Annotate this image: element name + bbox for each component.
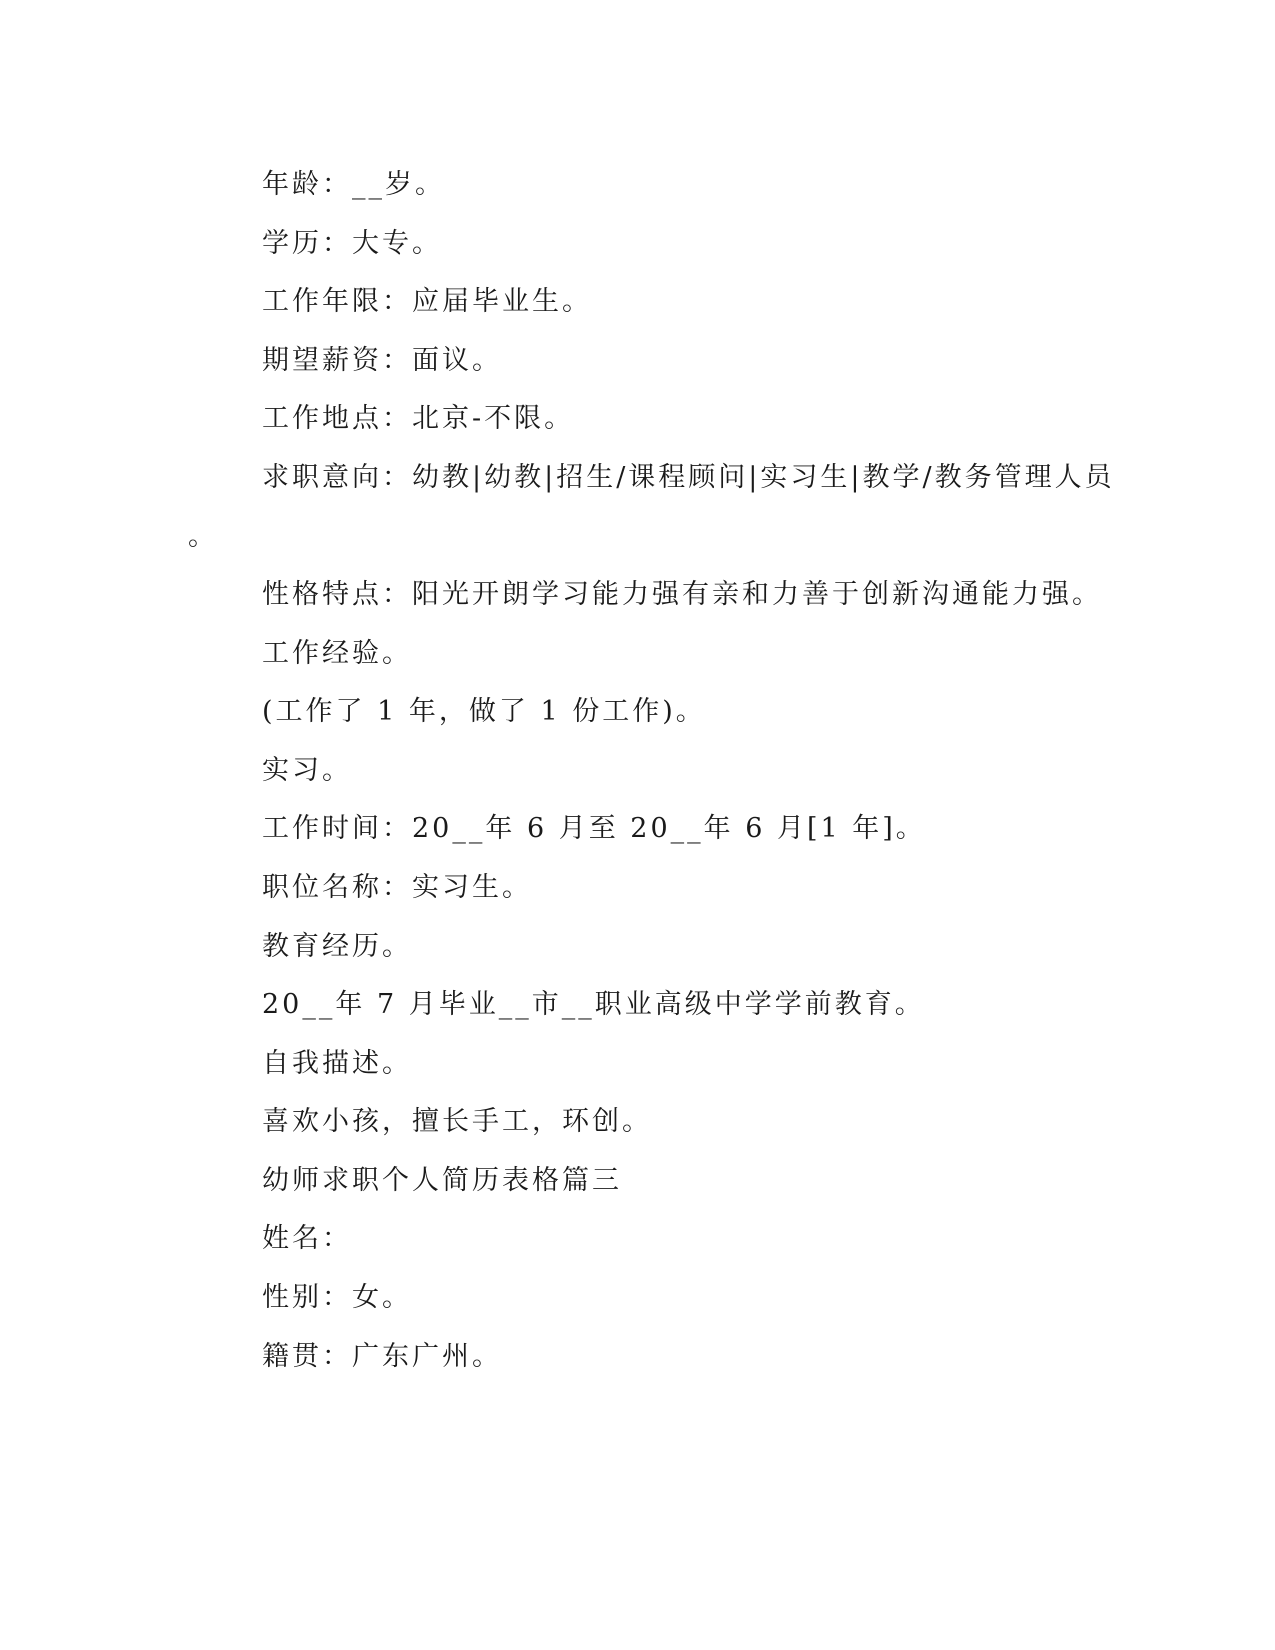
expected-salary-line: 期望薪资：面议。 xyxy=(262,345,502,376)
work-experience-heading: 工作经验。 xyxy=(262,638,412,669)
job-intention-line-continued: 。 xyxy=(188,521,218,552)
self-description-heading: 自我描述。 xyxy=(262,1048,412,1079)
work-summary-line: (工作了 1 年，做了 1 份工作)。 xyxy=(262,696,706,727)
internship-heading: 实习。 xyxy=(262,755,352,786)
education-heading: 教育经历。 xyxy=(262,931,412,962)
position-title-line: 职位名称：实习生。 xyxy=(262,872,532,903)
self-description-line: 喜欢小孩，擅长手工，环创。 xyxy=(262,1106,652,1137)
work-location-line: 工作地点：北京-不限。 xyxy=(262,403,575,434)
education-level-line: 学历：大专。 xyxy=(262,228,442,259)
name-line: 姓名： xyxy=(262,1223,352,1254)
job-intention-line: 求职意向：幼教|幼教|招生/课程顾问|实习生|教学/教务管理人员 xyxy=(262,462,1115,493)
hometown-line: 籍贯：广东广州。 xyxy=(262,1341,502,1372)
gender-line: 性别：女。 xyxy=(262,1282,412,1313)
work-time-line: 工作时间：20__年 6 月至 20__年 6 月[1 年]。 xyxy=(262,813,926,844)
age-line: 年龄：__岁。 xyxy=(262,169,445,200)
education-detail-line: 20__年 7 月毕业__市__职业高级中学学前教育。 xyxy=(262,989,925,1020)
work-years-line: 工作年限：应届毕业生。 xyxy=(262,286,592,317)
section-title: 幼师求职个人简历表格篇三 xyxy=(262,1165,622,1196)
personality-line: 性格特点：阳光开朗学习能力强有亲和力善于创新沟通能力强。 xyxy=(262,579,1102,610)
